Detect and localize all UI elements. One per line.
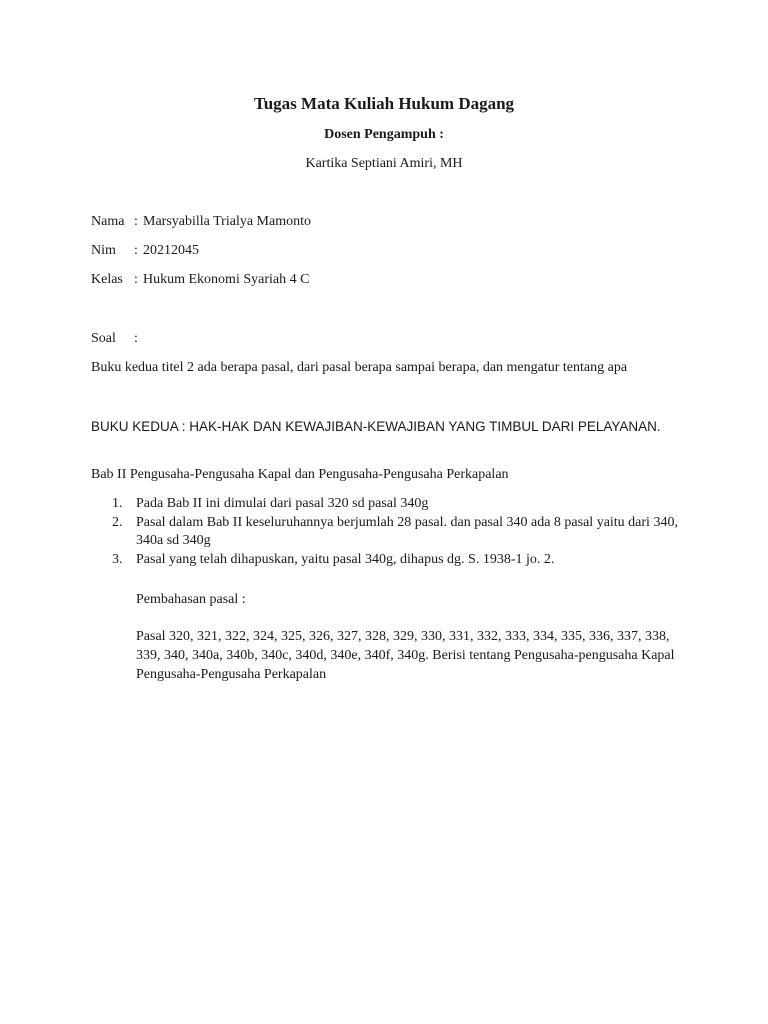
field-separator: : [134,331,138,346]
student-name-row [91,213,311,231]
list-item-text: Pasal yang telah dihapuskan, yaitu pasal 340g, dihapus dg. S. 1938-1 jo. 2. [136,552,555,567]
field-separator: : [134,272,138,287]
list-number: 3. [112,552,123,567]
book-heading: BUKU KEDUA : HAK-HAK DAN KEWAJIBAN-KEWAJIBAN YANG TIMBUL DARI PELAYANAN. [91,419,661,434]
lecturer-name: Kartika Septiani Amiri, MH [305,156,463,171]
document-title: Tugas Mata Kuliah Hukum Dagang [253,94,515,113]
student-id-row [91,242,199,260]
field-label: Nim [91,243,116,258]
field-separator: : [134,214,138,229]
list-item [112,551,680,569]
list-item-text: Pada Bab II ini dimulai dari pasal 320 sd pasal 340g [136,496,429,511]
question-text: Buku kedua titel 2 ada berapa pasal, dari pasal berapa sampai berapa, dan mengatur tentang apa [91,360,628,375]
question-label-row [91,330,143,348]
list-item [112,495,680,513]
lecturer-heading: Dosen Pengampuh : [324,127,444,142]
discussion-text: Pasal 320, 321, 322, 324, 325, 326, 327, 328, 329, 330, 331, 332, 333, 334, 335, 336, 337, 338, 339, 340, 340a, 340b, 340c, 340d, 340e, 340f, 340g. Berisi tentang Pengusaha-pengusaha Kapal Pengusaha-Pengusaha Perkapalan [136,629,675,682]
field-separator: : [134,243,138,258]
chapter-title: Bab II Pengusaha-Pengusaha Kapal dan Pengusaha-Pengusaha Perkapalan [91,467,509,482]
question-label: Soal [91,331,116,346]
student-name-value: Marsyabilla Trialya Mamonto [143,214,311,229]
findings-list [112,495,680,570]
student-id-value: 20212045 [143,243,199,258]
list-item-text: Pasal dalam Bab II keseluruhannya berjumlah 28 pasal. dan pasal 340 ada 8 pasal yaitu dari 340, 340a sd 340g [136,515,678,548]
field-label: Kelas [91,272,123,287]
list-number: 1. [112,496,123,511]
list-item [112,514,680,550]
student-class-row [91,271,309,289]
discussion-label: Pembahasan pasal : [136,592,246,607]
student-class-value: Hukum Ekonomi Syariah 4 C [143,272,310,287]
list-number: 2. [112,515,123,530]
field-label: Nama [91,214,125,229]
